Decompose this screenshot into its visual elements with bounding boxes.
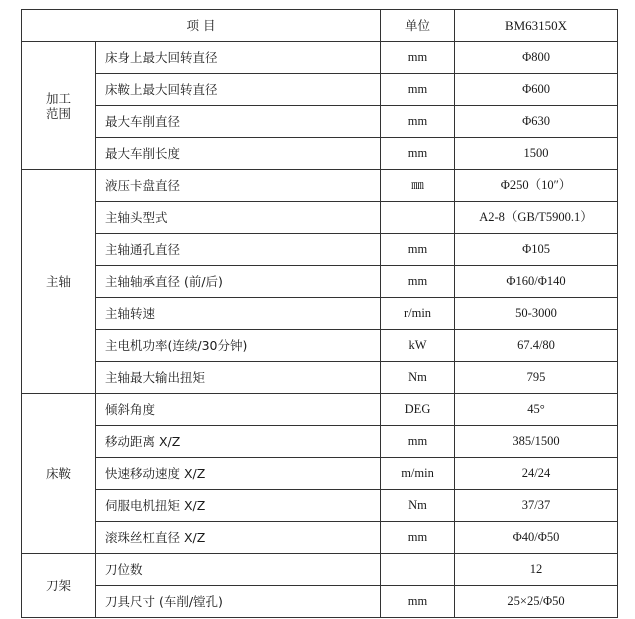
category-label: 范围: [45, 105, 71, 121]
category-cell: [22, 170, 96, 394]
item-cell: 床鞍上最大回转直径: [96, 74, 381, 106]
value-cell: 37/37: [455, 490, 618, 522]
unit-cell: m/min: [381, 458, 455, 490]
table-row: [22, 522, 618, 554]
unit-cell: mm: [381, 106, 455, 138]
spec-body: [22, 42, 618, 618]
header-unit: 单位: [381, 10, 455, 42]
item-cell: 主轴通孔直径: [96, 234, 381, 266]
item-cell: 主电机功率(连续/30分钟): [96, 330, 381, 362]
item-cell: 液压卡盘直径: [96, 170, 381, 202]
value-cell: 50-3000: [455, 298, 618, 330]
unit-cell: mm: [381, 234, 455, 266]
item-cell: 最大车削直径: [96, 106, 381, 138]
unit-cell: [381, 202, 455, 234]
table-row: [22, 170, 618, 202]
unit-cell: r/min: [381, 298, 455, 330]
table-row: [22, 42, 618, 74]
value-cell: 25×25/Φ50: [455, 586, 618, 618]
unit-cell: mm: [381, 138, 455, 170]
table-row: [22, 298, 618, 330]
value-cell: A2-8（GB/T5900.1）: [455, 202, 618, 234]
table-row: [22, 202, 618, 234]
item-cell: 刀具尺寸 (车削/镗孔): [96, 586, 381, 618]
unit-cell: Nm: [381, 362, 455, 394]
header-item: 项 目: [22, 10, 381, 42]
unit-cell: kW: [381, 330, 455, 362]
value-cell: Φ800: [455, 42, 618, 74]
item-cell: 主轴转速: [96, 298, 381, 330]
category-cell: [22, 42, 96, 170]
item-cell: 主轴最大输出扭矩: [96, 362, 381, 394]
item-cell: 主轴头型式: [96, 202, 381, 234]
category-label: 刀架: [45, 578, 71, 593]
item-cell: 滚珠丝杠直径 X/Z: [96, 522, 381, 554]
unit-cell: Nm: [381, 490, 455, 522]
table-row: [22, 266, 618, 298]
item-cell: 倾斜角度: [96, 394, 381, 426]
value-cell: 45°: [455, 394, 618, 426]
unit-cell: mm: [381, 266, 455, 298]
unit-cell: mm: [381, 522, 455, 554]
item-cell: 主轴轴承直径 (前/后): [96, 266, 381, 298]
unit-cell: mm: [381, 42, 455, 74]
category-label: 床鞍: [45, 466, 71, 481]
category-label: 加工: [45, 90, 71, 106]
table-row: [22, 394, 618, 426]
value-cell: Φ105: [455, 234, 618, 266]
value-cell: Φ630: [455, 106, 618, 138]
table-row: [22, 362, 618, 394]
value-cell: 1500: [455, 138, 618, 170]
value-cell: 795: [455, 362, 618, 394]
table-row: [22, 234, 618, 266]
header-row: [22, 10, 618, 42]
item-cell: 移动距离 X/Z: [96, 426, 381, 458]
value-cell: Φ160/Φ140: [455, 266, 618, 298]
table-row: [22, 74, 618, 106]
spec-table: [21, 9, 618, 618]
value-cell: 385/1500: [455, 426, 618, 458]
item-cell: 快速移动速度 X/Z: [96, 458, 381, 490]
value-cell: Φ600: [455, 74, 618, 106]
item-cell: 伺服电机扭矩 X/Z: [96, 490, 381, 522]
unit-cell: ㎜: [381, 170, 455, 202]
table-row: [22, 426, 618, 458]
category-cell: [22, 394, 96, 554]
item-cell: 床身上最大回转直径: [96, 42, 381, 74]
unit-cell: mm: [381, 586, 455, 618]
table-row: [22, 554, 618, 586]
table-row: [22, 458, 618, 490]
value-cell: Φ250（10″）: [455, 170, 618, 202]
category-label: 主轴: [45, 274, 71, 289]
value-cell: 67.4/80: [455, 330, 618, 362]
header-model: BM63150X: [455, 10, 618, 42]
table-row: [22, 106, 618, 138]
category-cell: [22, 554, 96, 618]
table-row: [22, 330, 618, 362]
unit-cell: [381, 554, 455, 586]
value-cell: 24/24: [455, 458, 618, 490]
unit-cell: mm: [381, 426, 455, 458]
unit-cell: DEG: [381, 394, 455, 426]
item-cell: 刀位数: [96, 554, 381, 586]
unit-cell: mm: [381, 74, 455, 106]
table-row: [22, 586, 618, 618]
item-cell: 最大车削长度: [96, 138, 381, 170]
table-row: [22, 490, 618, 522]
value-cell: 12: [455, 554, 618, 586]
table-row: [22, 138, 618, 170]
value-cell: Φ40/Φ50: [455, 522, 618, 554]
